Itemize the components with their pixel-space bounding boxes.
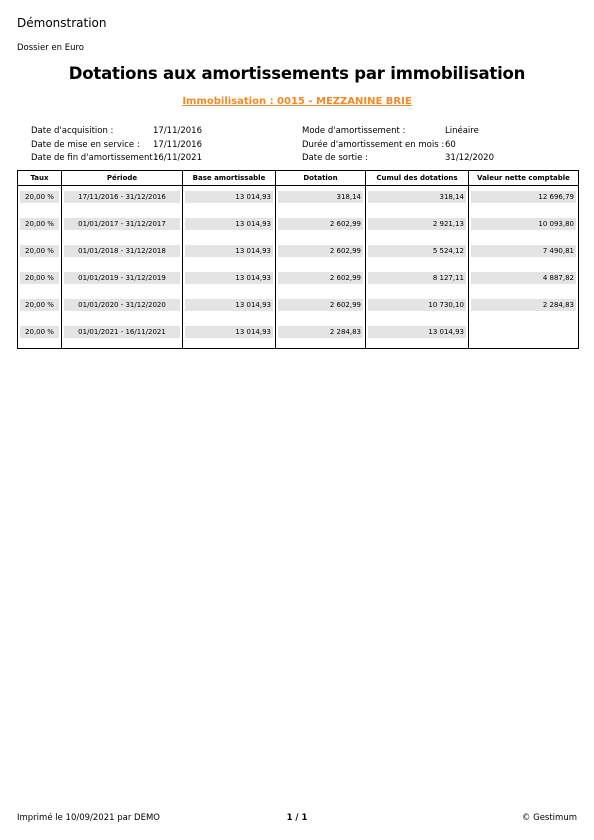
cell-base: 13 014,93 xyxy=(185,191,273,203)
cell-base: 13 014,93 xyxy=(185,326,273,338)
asset-subtitle: Immobilisation : 0015 - MEZZANINE BRIE xyxy=(182,96,412,107)
cell-dotation: 2 602,99 xyxy=(278,272,363,284)
cell-vnc xyxy=(471,326,576,338)
header-base: Base amortissable xyxy=(183,171,276,186)
cell-periode: 01/01/2017 - 31/12/2017 xyxy=(64,218,180,230)
cell-dotation: 318,14 xyxy=(278,191,363,203)
cell-dotation: 2 602,99 xyxy=(278,299,363,311)
table-row xyxy=(18,267,579,294)
page-number: 1 / 1 xyxy=(286,813,308,823)
cell-periode: 17/11/2016 - 31/12/2016 xyxy=(64,191,180,203)
cell-taux: 20,00 % xyxy=(20,272,59,284)
cell-dotation: 2 284,83 xyxy=(278,326,363,338)
table-row xyxy=(18,321,579,349)
cell-taux: 20,00 % xyxy=(20,191,59,203)
duree-value: 60 xyxy=(445,140,456,150)
cell-taux: 20,00 % xyxy=(20,326,59,338)
cell-dotation: 2 602,99 xyxy=(278,245,363,257)
cell-cumul: 2 921,13 xyxy=(368,218,466,230)
cell-base: 13 014,93 xyxy=(185,218,273,230)
date-mise-service-label: Date de mise en service : xyxy=(31,140,140,150)
amortization-table xyxy=(17,170,579,349)
duree-label: Durée d'amortissement en mois : xyxy=(302,140,445,150)
date-fin-value: 16/11/2021 xyxy=(153,153,202,163)
cell-vnc: 2 284,83 xyxy=(471,299,576,311)
header-vnc: Valeur nette comptable xyxy=(469,171,579,186)
cell-cumul: 8 127,11 xyxy=(368,272,466,284)
company-name: Démonstration xyxy=(17,16,107,30)
report-title: Dotations aux amortissements par immobilisation xyxy=(68,64,526,83)
date-fin-label: Date de fin d'amortissement : xyxy=(31,153,159,163)
sortie-value: 31/12/2020 xyxy=(445,153,494,163)
header-taux: Taux xyxy=(18,171,62,186)
table-row xyxy=(18,186,579,214)
cell-periode: 01/01/2020 - 31/12/2020 xyxy=(64,299,180,311)
cell-base: 13 014,93 xyxy=(185,299,273,311)
cell-cumul: 13 014,93 xyxy=(368,326,466,338)
cell-cumul: 318,14 xyxy=(368,191,466,203)
cell-vnc: 10 093,80 xyxy=(471,218,576,230)
table-row xyxy=(18,240,579,267)
cell-vnc: 7 490,81 xyxy=(471,245,576,257)
cell-taux: 20,00 % xyxy=(20,218,59,230)
cell-taux: 20,00 % xyxy=(20,299,59,311)
cell-cumul: 5 524,12 xyxy=(368,245,466,257)
cell-vnc: 4 887,82 xyxy=(471,272,576,284)
mode-label: Mode d'amortissement : xyxy=(302,126,406,136)
cell-periode: 01/01/2021 - 16/11/2021 xyxy=(64,326,180,338)
cell-periode: 01/01/2018 - 31/12/2018 xyxy=(64,245,180,257)
date-mise-service-value: 17/11/2016 xyxy=(153,140,202,150)
mode-value: Linéaire xyxy=(445,126,479,136)
cell-vnc: 12 696,79 xyxy=(471,191,576,203)
table-row xyxy=(18,294,579,321)
cell-dotation: 2 602,99 xyxy=(278,218,363,230)
header-cumul: Cumul des dotations xyxy=(366,171,469,186)
printed-info: Imprimé le 10/09/2021 par DEMO xyxy=(17,813,160,823)
dossier-label: Dossier en Euro xyxy=(17,43,84,53)
table-row xyxy=(18,213,579,240)
sortie-label: Date de sortie : xyxy=(302,153,368,163)
cell-base: 13 014,93 xyxy=(185,245,273,257)
cell-base: 13 014,93 xyxy=(185,272,273,284)
table-header-row xyxy=(18,171,579,186)
date-acquisition-label: Date d'acquisition : xyxy=(31,126,114,136)
cell-periode: 01/01/2019 - 31/12/2019 xyxy=(64,272,180,284)
cell-cumul: 10 730,10 xyxy=(368,299,466,311)
copyright: © Gestimum xyxy=(521,813,577,823)
cell-taux: 20,00 % xyxy=(20,245,59,257)
date-acquisition-value: 17/11/2016 xyxy=(153,126,202,136)
header-dotation: Dotation xyxy=(276,171,366,186)
header-periode: Période xyxy=(62,171,183,186)
